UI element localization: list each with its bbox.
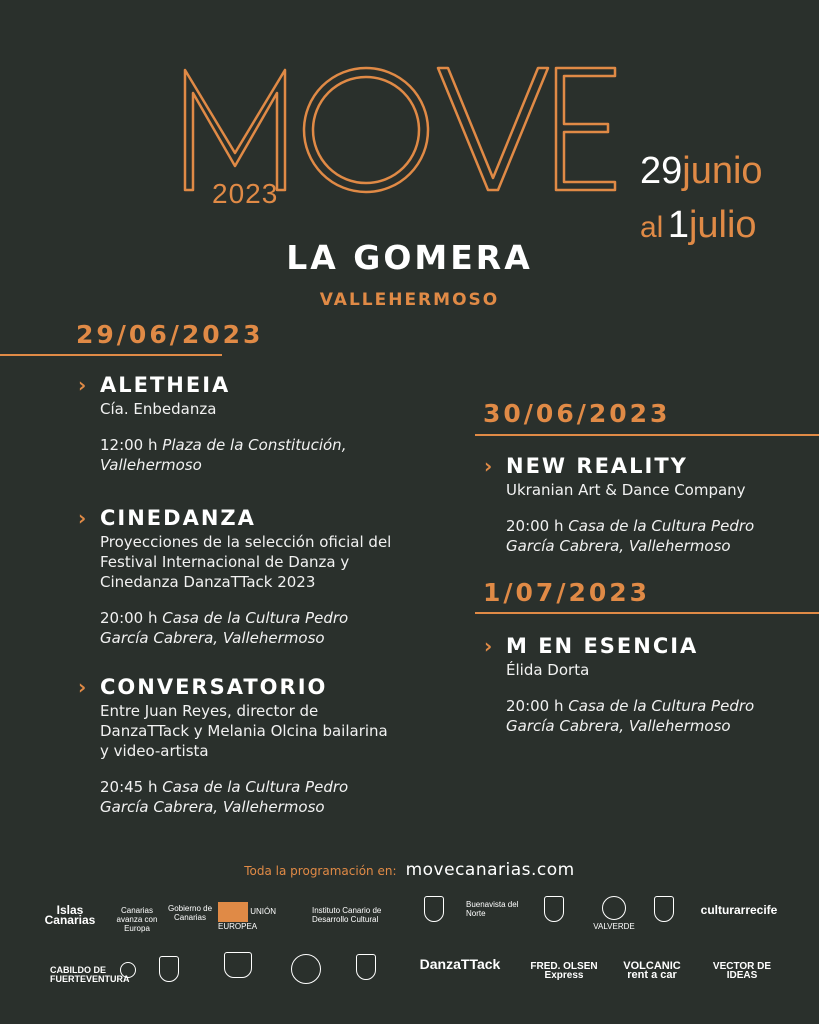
day-heading: 29/06/2023	[76, 320, 264, 349]
event-schedule: 20:00 h Casa de la Cultura Pedro García Cabrera, Vallehermoso	[100, 609, 349, 647]
event-m-en-esencia	[484, 634, 786, 736]
coat-of-arms-icon	[654, 896, 674, 922]
coat-of-arms-icon	[224, 952, 252, 978]
logo-icdc: Instituto Canario de Desarrollo Cultural	[312, 906, 382, 924]
date-end-number: 1	[667, 204, 689, 246]
date-start-month: junio	[682, 150, 763, 192]
logo-fred-olsen: FRED. OLSEN Express	[530, 961, 598, 981]
event-schedule: 20:00 h Casa de la Cultura Pedro García Cabrera, Vallehermoso	[506, 697, 755, 735]
date-end-month: julio	[688, 204, 757, 246]
logo-shield-4	[156, 956, 182, 984]
event-aletheia	[78, 373, 400, 475]
event-cinedanza	[78, 506, 400, 648]
logo-cabildo-fuerteventura: CABILDO DE FUERTEVENTURA	[50, 965, 130, 984]
logo-vector-de-ideas: VECTOR DE IDEAS	[712, 961, 772, 981]
event-title: › CINEDANZA	[78, 506, 256, 530]
logo-gobierno-canarias: Gobierno de Canarias	[167, 904, 213, 922]
festival-year: 2023	[212, 178, 279, 209]
logo-buenavista: Buenavista del Norte	[466, 900, 519, 918]
event-title: › M EN ESENCIA	[484, 634, 699, 658]
event-description: Proyecciones de la selección oficial del Festival Internacional de Danza y Cinedanza DanzaTTack 2023	[100, 533, 392, 591]
date-start-number: 29	[640, 150, 683, 192]
event-title: › NEW REALITY	[484, 454, 688, 478]
logo-volcanic: VOLCANIC rent a car	[623, 960, 681, 981]
logo-shield-1	[420, 896, 448, 924]
logo-union-europea: UNIÓN EUROPEA	[218, 902, 298, 931]
day-divider	[475, 612, 819, 614]
logo-islas-canarias: Islas Canarias	[44, 903, 96, 927]
logo-seal	[290, 954, 322, 986]
event-conversatorio	[78, 675, 400, 817]
event-title: › CONVERSATORIO	[78, 675, 328, 699]
seal-icon	[291, 954, 321, 984]
logo-shield-2	[538, 896, 570, 924]
website-link[interactable]: movecanarias.com	[405, 860, 575, 880]
coat-of-arms-icon	[356, 954, 376, 980]
coat-of-arms-icon	[159, 956, 179, 982]
chevron-right-icon: ›	[78, 506, 89, 530]
logo-canarias-avanza: Canarias avanza con Europa	[116, 906, 158, 933]
coat-of-arms-icon	[544, 896, 564, 922]
logo-small-mark	[118, 962, 138, 980]
logo-valverde: VALVERDE	[592, 896, 636, 931]
event-schedule: 12:00 h Plaza de la Constitución, Vallehermoso	[100, 436, 347, 474]
logo-shield-6	[350, 954, 382, 982]
tree-icon	[602, 896, 626, 920]
event-title: › ALETHEIA	[78, 373, 231, 397]
event-description: Cía. Enbedanza	[100, 400, 217, 418]
coat-of-arms-icon	[424, 896, 444, 922]
move-logo-title	[180, 58, 620, 198]
island-heading: LA GOMERA	[286, 238, 533, 277]
event-description: Élida Dorta	[506, 661, 590, 679]
event-schedule: 20:00 h Casa de la Cultura Pedro García Cabrera, Vallehermoso	[506, 517, 755, 555]
chevron-right-icon: ›	[78, 675, 89, 699]
logo-culturarrecife: culturarrecife	[700, 903, 778, 917]
logo-danzattack: DanzaTTack	[419, 956, 501, 972]
eu-flag-icon	[218, 902, 248, 922]
date-al: al	[640, 211, 664, 244]
day-heading: 1/07/2023	[483, 578, 651, 607]
footer-program-link	[0, 860, 819, 880]
logo-shield-3	[648, 896, 680, 924]
event-new-reality	[484, 454, 786, 556]
event-description: Entre Juan Reyes, director de DanzaTTack y Melania Olcina bailarina y video-artista	[100, 702, 388, 760]
day-divider	[475, 434, 819, 436]
logo-shield-5	[218, 952, 258, 980]
event-description: Ukranian Art & Dance Company	[506, 481, 746, 499]
chevron-right-icon: ›	[484, 454, 495, 478]
event-schedule: 20:45 h Casa de la Cultura Pedro García Cabrera, Vallehermoso	[100, 778, 349, 816]
footer-label: Toda la programación en:	[244, 864, 397, 878]
day-heading: 30/06/2023	[483, 399, 671, 428]
town-heading: VALLEHERMOSO	[319, 290, 500, 310]
chevron-right-icon: ›	[484, 634, 495, 658]
chevron-right-icon: ›	[78, 373, 89, 397]
day-divider	[0, 354, 222, 356]
